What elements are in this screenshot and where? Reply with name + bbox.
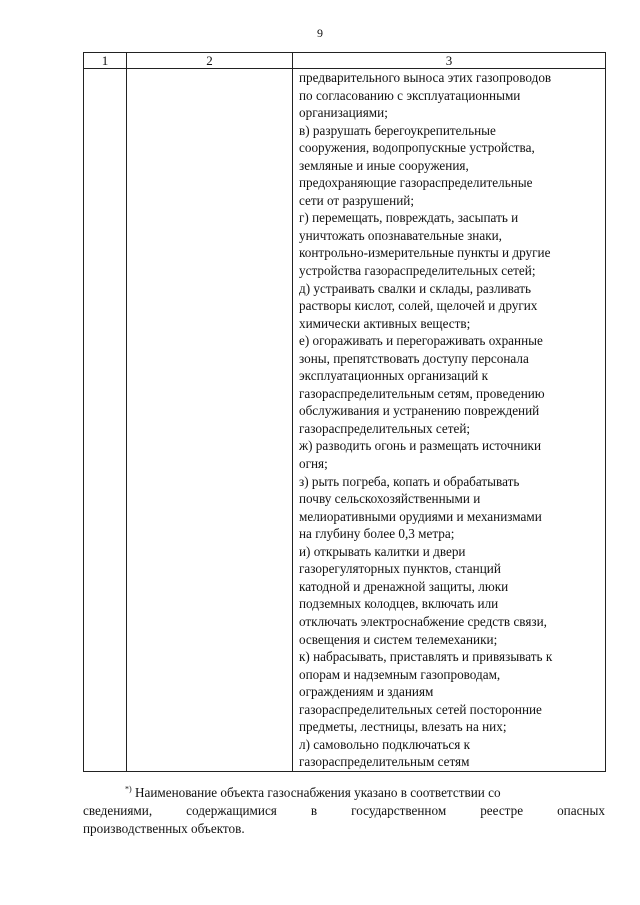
- column-header-2: 2: [127, 53, 293, 69]
- text-line: обслуживания и устранению повреждений: [299, 403, 540, 419]
- text-line: сооружения, водопропускные устройства,: [299, 140, 535, 156]
- text-line: к) набрасывать, приставлять и привязывать к: [299, 649, 553, 665]
- text-line: химически активных веществ;: [299, 315, 471, 331]
- text-line: е) огораживать и перегораживать охранные: [299, 333, 543, 349]
- text-line: ограждениям и зданиям: [299, 684, 434, 700]
- footnote-word: государственном: [351, 803, 447, 818]
- text-line: организациями;: [299, 105, 388, 121]
- footnote: [83, 784, 605, 838]
- text-line: растворы кислот, солей, щелочей и других: [299, 298, 538, 314]
- footnote-marker: *): [125, 784, 132, 794]
- column-header-1: 1: [84, 53, 127, 69]
- text-line: уничтожать опознавательные знаки,: [299, 227, 502, 243]
- footnote-text-1: Наименование объекта газоснабжения указано в соответствии со: [134, 785, 501, 800]
- text-line: предварительного выноса этих газопроводов: [299, 70, 552, 85]
- text-line: на глубину более 0,3 метра;: [299, 526, 455, 542]
- text-line: катодной и дренажной защиты, люки: [299, 578, 509, 594]
- footnote-word: опасных: [557, 803, 605, 818]
- text-line: по согласованию с эксплуатационными: [299, 87, 521, 103]
- footnote-line-1: [105, 784, 605, 802]
- text-line: эксплуатационных организаций к: [299, 368, 489, 384]
- text-line: д) устраивать свалки и склады, разливать: [299, 280, 531, 296]
- footnote-line-3: производственных объектов.: [83, 821, 245, 836]
- column-header-3: 3: [293, 53, 606, 69]
- text-line: в) разрушать берегоукрепительные: [299, 122, 496, 138]
- table-header-row: [84, 53, 606, 69]
- footnote-word: в: [310, 803, 318, 818]
- table-cell-col2: [127, 69, 293, 772]
- text-line: предметы, лестницы, влезать на них;: [299, 719, 507, 735]
- text-line: и) открывать калитки и двери: [299, 543, 466, 559]
- text-line: зоны, препятствовать доступу персонала: [299, 350, 529, 366]
- text-line: газорегуляторных пунктов, станций: [299, 561, 501, 577]
- text-line: ж) разводить огонь и размещать источники: [299, 438, 542, 454]
- content-table: [83, 52, 606, 772]
- table-cell-col1: [84, 69, 127, 772]
- page-number: 9: [317, 26, 323, 40]
- text-line: л) самовольно подключаться к: [299, 736, 471, 752]
- text-line: мелиоративными орудиями и механизмами: [299, 508, 542, 524]
- table-row: [84, 69, 606, 772]
- prohibitions-text: [293, 69, 605, 771]
- table-cell-col3: [293, 69, 606, 772]
- text-line: подземных колодцев, включать или: [299, 596, 499, 612]
- footnote-word: реестре: [480, 803, 524, 818]
- footnote-line-2: [83, 802, 605, 820]
- footnote-word: содержащимися: [186, 803, 277, 818]
- footnote-word: сведениями,: [83, 803, 153, 818]
- text-line: освещения и систем телемеханики;: [299, 631, 498, 647]
- text-line: устройства газораспределительных сетей;: [299, 263, 536, 279]
- text-line: газораспределительных сетей посторонние: [299, 701, 542, 717]
- text-line: газораспределительных сетей;: [299, 420, 471, 436]
- text-line: контрольно-измерительные пункты и другие: [299, 245, 551, 261]
- text-line: отключать электроснабжение средств связи,: [299, 613, 547, 629]
- text-line: газораспределительным сетям: [299, 754, 470, 770]
- text-line: газораспределительным сетям, проведению: [299, 385, 545, 401]
- text-line: сети от разрушений;: [299, 192, 414, 208]
- text-line: почву сельскохозяйственными и: [299, 491, 481, 507]
- text-line: опорам и надземным газопроводам,: [299, 666, 501, 682]
- text-line: огня;: [299, 456, 328, 472]
- text-line: г) перемещать, повреждать, засыпать и: [299, 210, 519, 226]
- text-line: земляные и иные сооружения,: [299, 157, 469, 173]
- text-line: з) рыть погреба, копать и обрабатывать: [299, 473, 520, 489]
- text-line: предохраняющие газораспределительные: [299, 175, 533, 191]
